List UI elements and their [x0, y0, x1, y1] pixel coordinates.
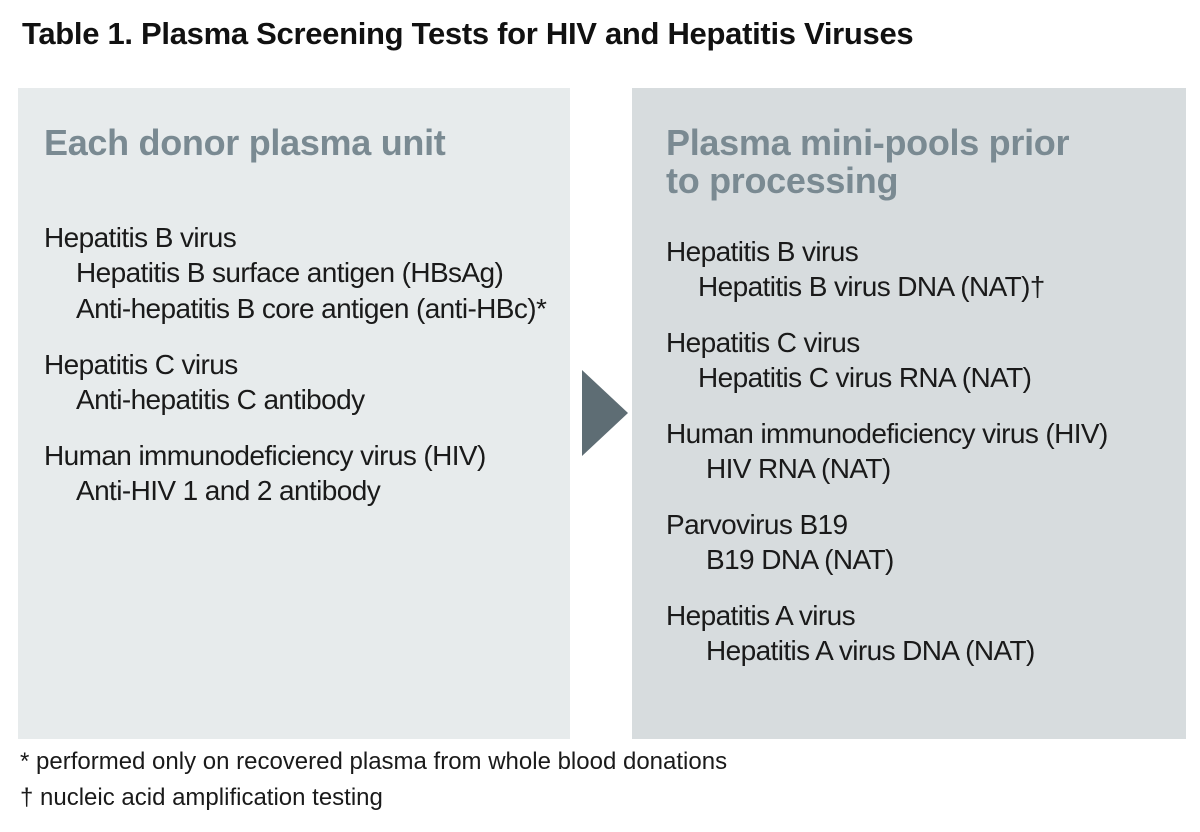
- table-title: Table 1. Plasma Screening Tests for HIV and Hepatitis Viruses: [22, 16, 914, 51]
- test-item: Anti-hepatitis B core antigen (anti-HBc)*: [76, 293, 547, 324]
- mini-pool-heading-line-1: Plasma mini-pools prior: [666, 122, 1070, 163]
- test-item: HIV RNA (NAT): [706, 453, 891, 484]
- test-group: [666, 416, 1186, 487]
- test-item: B19 DNA (NAT): [706, 544, 894, 575]
- virus-name: Hepatitis A virus: [666, 600, 855, 631]
- mini-pool-heading-line-2: to processing: [666, 160, 899, 201]
- virus-name: Human immunodeficiency virus (HIV): [666, 418, 1108, 449]
- test-group: [44, 438, 570, 509]
- mini-pool-panel: [632, 88, 1186, 739]
- virus-name: Hepatitis C virus: [44, 349, 238, 380]
- virus-name: Hepatitis B virus: [666, 236, 859, 267]
- donor-unit-heading: Each donor plasma unit: [44, 122, 446, 163]
- footnotes: [20, 744, 727, 816]
- test-group: [44, 347, 570, 418]
- donor-unit-panel: [18, 88, 570, 739]
- test-item: Hepatitis A virus DNA (NAT): [706, 635, 1035, 666]
- test-item: Hepatitis B virus DNA (NAT)†: [698, 271, 1045, 302]
- test-item: Anti-HIV 1 and 2 antibody: [76, 475, 381, 506]
- footnote-dagger: † nucleic acid amplification testing: [20, 784, 383, 811]
- virus-name: Hepatitis C virus: [666, 327, 860, 358]
- footnote-asterisk: * performed only on recovered plasma from whole blood donations: [20, 748, 728, 775]
- virus-name: Parvovirus B19: [666, 509, 848, 540]
- test-group: [666, 507, 1186, 578]
- test-group: [666, 598, 1186, 669]
- virus-name: Hepatitis B virus: [44, 222, 237, 253]
- test-group: [666, 234, 1186, 305]
- mini-pool-heading: [666, 124, 1186, 200]
- test-item: Hepatitis B surface antigen (HBsAg): [76, 257, 504, 288]
- test-item: Anti-hepatitis C antibody: [76, 384, 365, 415]
- test-group: [666, 325, 1186, 396]
- virus-name: Human immunodeficiency virus (HIV): [44, 440, 486, 471]
- test-group: [44, 220, 570, 327]
- right-triangle-arrow-icon: [582, 370, 628, 456]
- test-item: Hepatitis C virus RNA (NAT): [698, 362, 1032, 393]
